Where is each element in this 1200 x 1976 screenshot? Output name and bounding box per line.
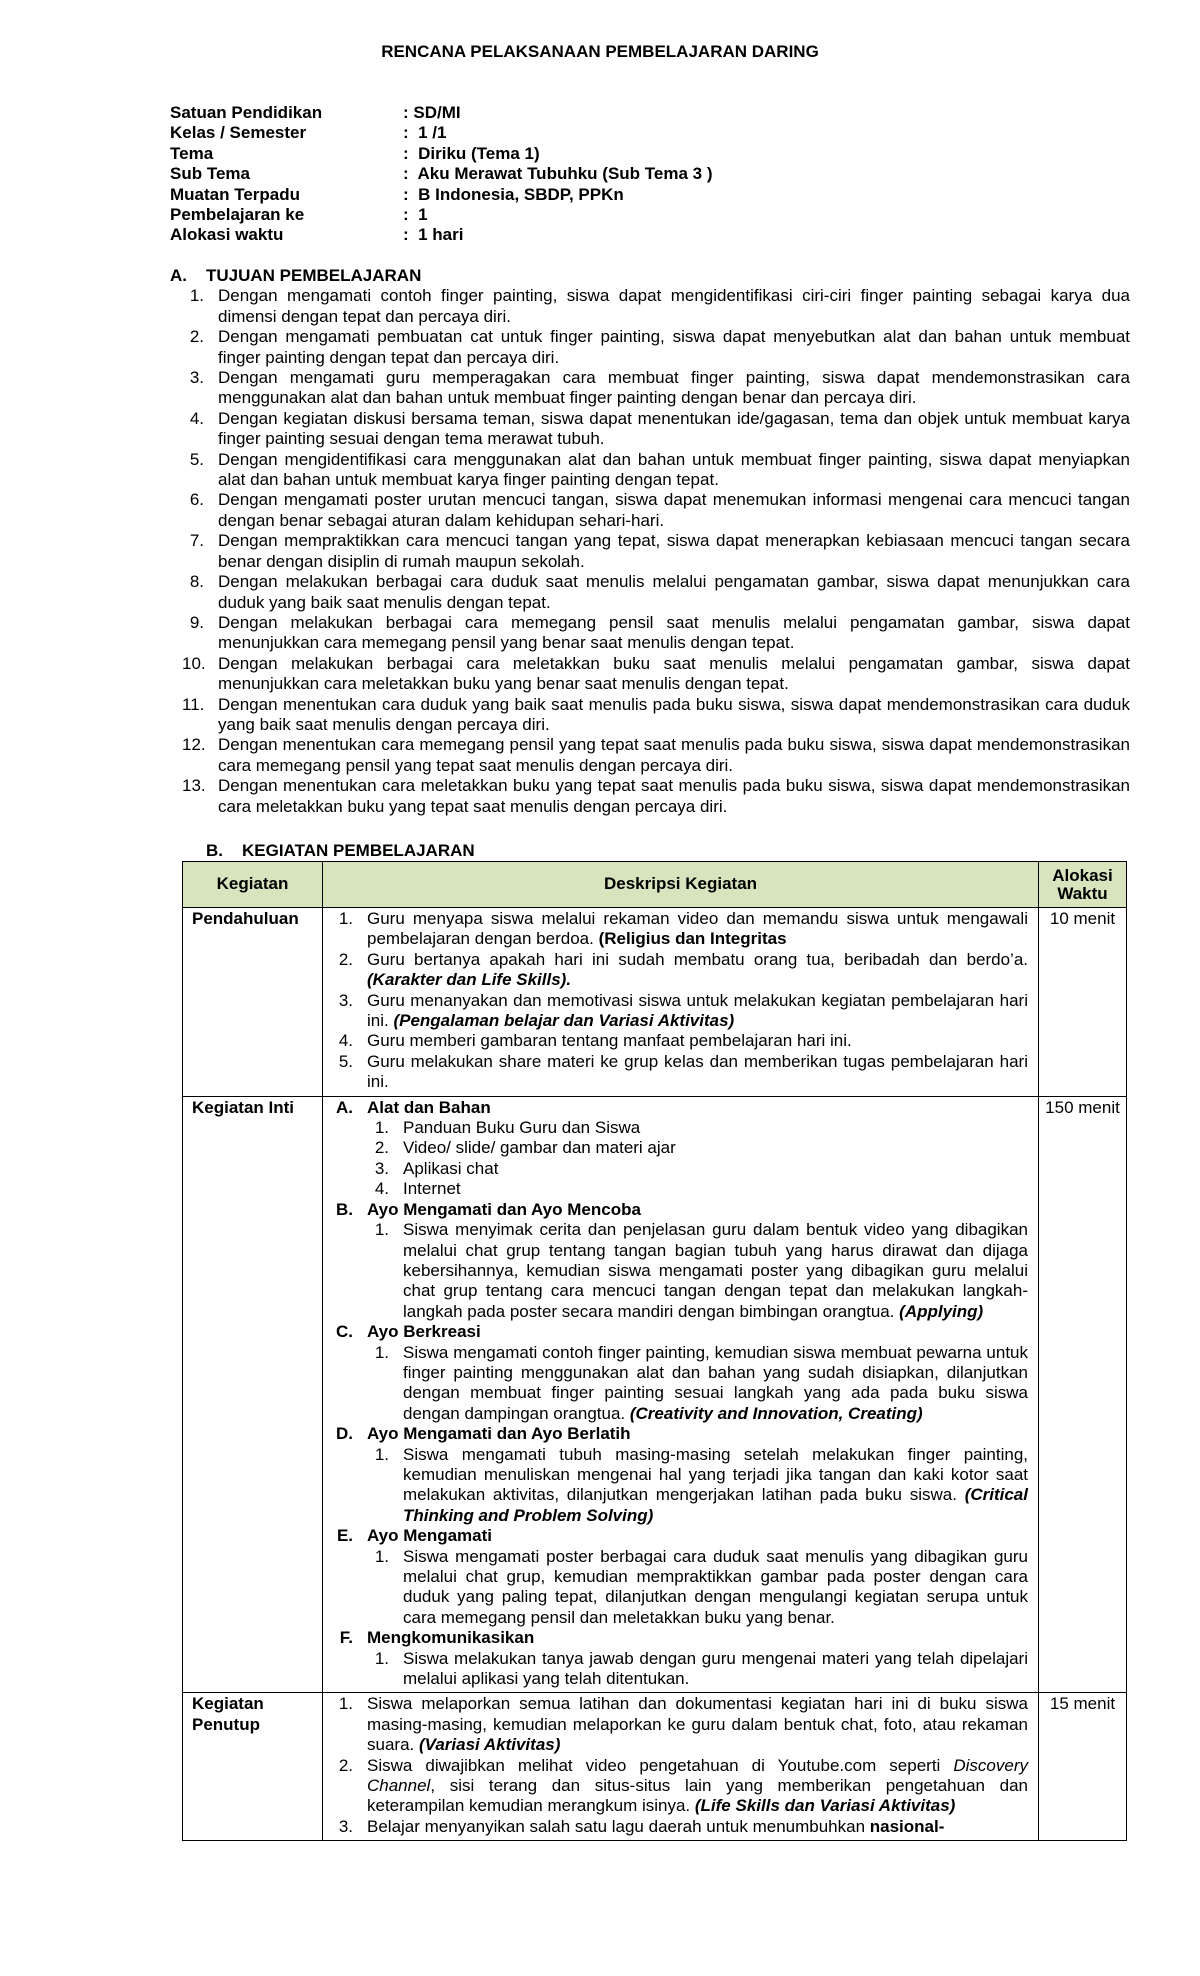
item-text bbox=[367, 909, 1028, 950]
meta-row bbox=[170, 164, 713, 184]
sub-title: Alat dan Bahan bbox=[367, 1097, 491, 1117]
item-text: Internet bbox=[403, 1179, 461, 1199]
objective-item bbox=[170, 531, 1130, 572]
list-item bbox=[323, 1343, 1028, 1425]
item-body: Guru menanyakan dan memotivasi siswa untuk melakukan kegiatan pembelajaran hari ini. bbox=[367, 990, 1028, 1031]
activities-table bbox=[182, 861, 1127, 1841]
item-number: 13. bbox=[182, 776, 206, 796]
column-header-alokasi: Alokasi Waktu bbox=[1039, 862, 1127, 908]
skill-tag: (Critical Thinking and Problem Solving) bbox=[403, 1485, 1028, 1525]
item-body: Guru menyapa siswa melalui rekaman video dan memandu siswa untuk mengawali pembelajaran dengan berdoa. bbox=[367, 909, 1028, 949]
item-text: Guru memberi gambaran tentang manfaat pembelajaran hari ini. bbox=[367, 1031, 852, 1051]
meta-row bbox=[170, 185, 713, 205]
meta-row bbox=[170, 123, 713, 143]
item-number: 12. bbox=[182, 735, 206, 755]
item-body: Siswa menyimak cerita dan penjelasan guru dalam bentuk video yang dibagikan melalui chat grup tentang tangan bagian tubuh yang harus dirawat dan dijaga kebersihannya, kemudian siswa mengamati poster yang dibagikan guru melalui chat grup tentang cara mencuci tangan dengan tepat dan melakukan langkah-langkah pada poster secara mandiri dengan bimbingan orangtua. bbox=[403, 1220, 1028, 1321]
list-item bbox=[323, 1031, 1028, 1051]
list-item bbox=[323, 1159, 1028, 1179]
item-text: Video/ slide/ gambar dan materi ajar bbox=[403, 1138, 676, 1158]
phase-description bbox=[323, 1693, 1039, 1841]
objective-item bbox=[170, 735, 1130, 776]
item-number: 1. bbox=[189, 286, 204, 306]
phase-label: Kegiatan Penutup bbox=[183, 1693, 323, 1841]
meta-row bbox=[170, 103, 713, 123]
table-header-row bbox=[183, 862, 1127, 908]
item-body: Siswa melaporkan semua latihan dan dokumentasi kegiatan hari ini di buku siswa masing-masing, kemudian melaporkan ke guru dalam bentuk chat, foto, atau rekaman suara. bbox=[367, 1694, 1028, 1755]
list-item bbox=[323, 1547, 1028, 1629]
sub-letter: B. bbox=[336, 1199, 353, 1219]
list-item bbox=[323, 1052, 1028, 1093]
item-number: 2. bbox=[338, 1755, 353, 1775]
item-text: Dengan menentukan cara duduk yang baik saat menulis pada buku siswa, siswa dapat mendemonstrasikan cara duduk yang baik saat menulis dengan percaya diri. bbox=[218, 694, 1130, 734]
sub-title: Ayo Mengamati bbox=[367, 1526, 493, 1546]
item-body: Siswa mengamati contoh finger painting, kemudian siswa membuat pewarna untuk finger painting menggunakan alat dan bahan yang sudah disiapkan, dilanjutkan dengan membuat finger painting sesuai langkah yang ada pada buku siswa dengan dampingan orangtua. bbox=[403, 1342, 1028, 1423]
item-text: Dengan melakukan berbagai cara duduk saat menulis melalui pengamatan gambar, siswa dapat menunjukkan cara duduk yang baik saat menulis dengan tepat. bbox=[218, 572, 1130, 612]
objectives-list bbox=[170, 286, 1130, 817]
sub-letter: D. bbox=[336, 1424, 353, 1444]
item-body: Guru bertanya apakah hari ini sudah membatu orang tua, beribadah dan berdo’a. bbox=[367, 949, 1028, 969]
meta-value: : 1 hari bbox=[403, 225, 464, 245]
list-item bbox=[323, 1694, 1028, 1755]
item-body: Siswa mengamati tubuh masing-masing setelah melakukan finger painting, kemudian menuliskan mengenai hal yang terjadi jika tangan dan kaki kotor saat melakukan aktivitas, dilanjutkan mengerjakan latihan pada buku siswa. bbox=[403, 1444, 1028, 1505]
item-number: 1. bbox=[374, 1118, 389, 1138]
meta-value: : 1 bbox=[403, 204, 428, 224]
item-body: , sisi terang dan situs-situs lain yang memberikan pengetahuan dan keterampilan kemudian merangkum isinya. bbox=[367, 1776, 1028, 1816]
item-number: 2. bbox=[338, 949, 353, 969]
objective-item bbox=[170, 695, 1130, 736]
meta-row bbox=[170, 225, 713, 245]
item-number: 11. bbox=[182, 694, 205, 714]
item-number: 3. bbox=[189, 368, 204, 388]
item-number: 4. bbox=[338, 1031, 353, 1051]
character-tag: (Religius dan Integritas bbox=[593, 929, 787, 949]
phase-time: 15 menit bbox=[1039, 1693, 1127, 1841]
item-number: 7. bbox=[189, 531, 204, 551]
section-objectives bbox=[170, 266, 1130, 817]
section-heading bbox=[206, 841, 475, 861]
item-text: Dengan mengidentifikasi cara menggunakan alat dan bahan untuk membuat finger painting, siswa dapat menyiapkan alat dan bahan untuk membuat karya finger painting dengan tepat. bbox=[218, 449, 1130, 490]
item-number: 1. bbox=[338, 909, 353, 928]
list-item bbox=[323, 1220, 1028, 1322]
sub-letter: F. bbox=[339, 1628, 353, 1648]
item-number: 1. bbox=[374, 1444, 389, 1464]
character-tag: (Karakter dan Life Skills). bbox=[367, 970, 572, 990]
item-text: Dengan kegiatan diskusi bersama teman, siswa dapat menentukan ide/gagasan, tema dan objek untuk membuat karya finger painting sesuai dengan tema merawat tubuh. bbox=[218, 408, 1130, 449]
objective-item bbox=[170, 572, 1130, 613]
meta-label: Muatan Terpadu bbox=[170, 184, 301, 204]
item-text bbox=[367, 1756, 1028, 1817]
sub-letter: E. bbox=[336, 1526, 353, 1546]
skill-tag: (Applying) bbox=[894, 1301, 984, 1321]
skill-tag: (Variasi Aktivitas) bbox=[414, 1735, 561, 1755]
page-title: RENCANA PELAKSANAAN PEMBELAJARAN DARING bbox=[381, 42, 819, 61]
column-header-deskripsi: Deskripsi Kegiatan bbox=[323, 862, 1039, 908]
item-text: Dengan mengamati guru memperagakan cara membuat finger painting, siswa dapat mendemonstrasikan cara menggunakan alat dan bahan untuk membuat finger painting dengan benar dan percaya diri. bbox=[218, 368, 1130, 408]
item-text: Dengan melakukan berbagai cara meletakkan buku saat menulis melalui pengamatan gambar, siswa dapat menunjukkan cara meletakkan buku yang benar saat menulis dengan tepat. bbox=[218, 653, 1130, 694]
sub-heading bbox=[323, 1322, 1028, 1342]
section-heading bbox=[170, 266, 1130, 286]
meta-label: Alokasi waktu bbox=[170, 225, 284, 245]
item-text: Siswa mengamati poster berbagai cara duduk saat menulis yang dibagikan guru melalui chat grup, kemudian mempraktikkan gambar pada poster dengan cara duduk yang paling tepat, dilanjutkan dengan mengulangi kegiatan serupa untuk cara memegang pensil dan meletakkan buku yang benar. bbox=[403, 1546, 1028, 1627]
item-number: 4. bbox=[189, 408, 204, 428]
skill-tag: (Life Skills dan Variasi Aktivitas) bbox=[690, 1796, 956, 1816]
sub-title: Ayo Mengamati dan Ayo Berlatih bbox=[367, 1424, 631, 1444]
sub-heading bbox=[323, 1424, 1028, 1444]
phase-time: 10 menit bbox=[1039, 908, 1127, 1097]
item-number: 3. bbox=[338, 1816, 353, 1836]
item-number: 8. bbox=[189, 572, 204, 592]
objective-item bbox=[170, 654, 1130, 695]
character-tag: (Pengalaman belajar dan Variasi Aktivitas) bbox=[388, 1011, 735, 1031]
list-item bbox=[323, 909, 1028, 950]
item-number: 1. bbox=[374, 1648, 389, 1668]
item-text: Dengan mengamati pembuatan cat untuk finger painting, siswa dapat menyebutkan alat dan bahan untuk membuat finger painting dengan tepat dan percaya diri. bbox=[218, 327, 1130, 367]
objective-item bbox=[170, 409, 1130, 450]
objective-item bbox=[170, 776, 1130, 817]
objective-item bbox=[170, 490, 1130, 531]
list-item bbox=[323, 1445, 1028, 1527]
list-item bbox=[323, 1138, 1028, 1158]
meta-label: Kelas / Semester bbox=[170, 123, 307, 143]
item-text: Panduan Buku Guru dan Siswa bbox=[403, 1118, 641, 1138]
list-item bbox=[323, 1756, 1028, 1817]
item-body: Belajar menyanyikan salah satu lagu daerah untuk menumbuhkan bbox=[367, 1816, 870, 1836]
objective-item bbox=[170, 450, 1130, 491]
table-row bbox=[183, 1693, 1127, 1841]
sub-title: Ayo Berkreasi bbox=[367, 1322, 481, 1342]
item-text bbox=[367, 1694, 1028, 1755]
meta-value: : B Indonesia, SBDP, PPKn bbox=[403, 184, 624, 204]
item-text bbox=[367, 1817, 1028, 1837]
section-title: TUJUAN PEMBELAJARAN bbox=[206, 266, 422, 285]
meta-value: : 1 /1 bbox=[403, 123, 447, 143]
item-number: 2. bbox=[189, 327, 204, 347]
item-number: 6. bbox=[189, 490, 204, 510]
table-row bbox=[183, 1096, 1127, 1693]
sub-heading bbox=[323, 1098, 1028, 1118]
item-number: 4. bbox=[374, 1179, 389, 1199]
character-tag: nasional- bbox=[869, 1816, 945, 1836]
section-letter: B. bbox=[206, 841, 223, 860]
list-item bbox=[323, 1118, 1028, 1138]
sub-title: Mengkomunikasikan bbox=[367, 1628, 535, 1648]
table-row bbox=[183, 908, 1127, 1097]
sub-letter: C. bbox=[336, 1322, 353, 1342]
item-number: 2. bbox=[374, 1138, 389, 1158]
meta-value: : Aku Merawat Tubuhku (Sub Tema 3 ) bbox=[403, 164, 713, 184]
phase-description bbox=[323, 908, 1039, 1097]
phase-time: 150 menit bbox=[1039, 1096, 1127, 1693]
skill-tag: (Creativity and Innovation, Creating) bbox=[625, 1403, 923, 1423]
list-item bbox=[323, 1179, 1028, 1199]
item-number: 1. bbox=[374, 1546, 389, 1566]
meta-value: : Diriku (Tema 1) bbox=[403, 143, 540, 163]
meta-label: Satuan Pendidikan bbox=[170, 103, 323, 122]
phase-label: Pendahuluan bbox=[183, 908, 323, 1097]
meta-row bbox=[170, 144, 713, 164]
item-number: 1. bbox=[374, 1220, 389, 1240]
meta-label: Pembelajaran ke bbox=[170, 204, 305, 224]
item-emphasis: Discovery Channel bbox=[367, 1755, 1028, 1796]
item-body: Siswa diwajibkan melihat video pengetahuan di Youtube.com seperti bbox=[367, 1755, 954, 1775]
list-item bbox=[323, 991, 1028, 1032]
sub-heading bbox=[323, 1526, 1028, 1546]
sub-heading bbox=[323, 1628, 1028, 1648]
column-header-kegiatan: Kegiatan bbox=[183, 862, 323, 908]
item-text: Dengan menentukan cara meletakkan buku yang tepat saat menulis pada buku siswa, siswa dapat mendemonstrasikan cara meletakkan buku yang tepat saat menulis dengan percaya diri. bbox=[218, 776, 1130, 816]
item-text bbox=[403, 1343, 1028, 1425]
item-text: Dengan melakukan berbagai cara memegang pensil saat menulis melalui pengamatan gambar, siswa dapat menunjukkan cara memegang pensil yang benar saat menulis dengan tepat. bbox=[218, 612, 1130, 653]
phase-label: Kegiatan Inti bbox=[183, 1096, 323, 1693]
item-number: 5. bbox=[189, 449, 204, 469]
item-text: Siswa melakukan tanya jawab dengan guru mengenai materi yang telah dipelajari melalui aplikasi yang telah ditentukan. bbox=[403, 1648, 1028, 1689]
sub-title: Ayo Mengamati dan Ayo Mencoba bbox=[367, 1199, 641, 1219]
objective-item bbox=[170, 286, 1130, 327]
meta-value: : SD/MI bbox=[403, 103, 461, 122]
item-number: 3. bbox=[338, 990, 353, 1010]
objective-item bbox=[170, 327, 1130, 368]
item-text: Dengan menentukan cara memegang pensil yang tepat saat menulis pada buku siswa, siswa dapat mendemonstrasikan cara memegang pensil yang tepat saat menulis dengan percaya diri. bbox=[218, 735, 1130, 775]
sub-letter: A. bbox=[336, 1097, 353, 1117]
item-text: Dengan mempraktikkan cara mencuci tangan yang tepat, siswa dapat menerapkan kebiasaan mencuci tangan secara benar dengan disiplin di rumah maupun sekolah. bbox=[218, 531, 1130, 571]
section-title: KEGIATAN PEMBELAJARAN bbox=[242, 841, 475, 860]
list-item bbox=[323, 1649, 1028, 1690]
item-number: 5. bbox=[338, 1051, 353, 1071]
item-number: 1. bbox=[338, 1694, 353, 1714]
identity-block bbox=[170, 103, 713, 246]
item-text bbox=[403, 1220, 1028, 1322]
meta-row bbox=[170, 205, 713, 225]
meta-label: Sub Tema bbox=[170, 164, 250, 184]
phase-description bbox=[323, 1096, 1039, 1693]
sub-heading bbox=[323, 1200, 1028, 1220]
item-text: Guru melakukan share materi ke grup kelas dan memberikan tugas pembelajaran hari ini. bbox=[367, 1051, 1028, 1092]
item-number: 9. bbox=[189, 612, 204, 632]
item-text: Dengan mengamati poster urutan mencuci tangan, siswa dapat menemukan informasi mengenai cara mencuci tangan dengan benar sebagai aturan dalam kehidupan sehari-hari. bbox=[218, 490, 1130, 530]
item-text: Aplikasi chat bbox=[403, 1158, 499, 1178]
item-number: 3. bbox=[374, 1158, 389, 1178]
item-number: 1. bbox=[374, 1342, 389, 1362]
item-text: Dengan mengamati contoh finger painting, siswa dapat mengidentifikasi ciri-ciri finger painting sebagai karya dua dimensi dengan tepat dan percaya diri. bbox=[218, 286, 1130, 326]
objective-item bbox=[170, 368, 1130, 409]
list-item bbox=[323, 950, 1028, 991]
list-item bbox=[323, 1817, 1028, 1837]
meta-label: Tema bbox=[170, 143, 214, 163]
section-letter: A. bbox=[170, 266, 187, 285]
item-number: 10. bbox=[182, 653, 206, 673]
objective-item bbox=[170, 613, 1130, 654]
item-text bbox=[367, 950, 1028, 991]
item-text bbox=[367, 991, 1028, 1032]
item-text bbox=[403, 1445, 1028, 1527]
